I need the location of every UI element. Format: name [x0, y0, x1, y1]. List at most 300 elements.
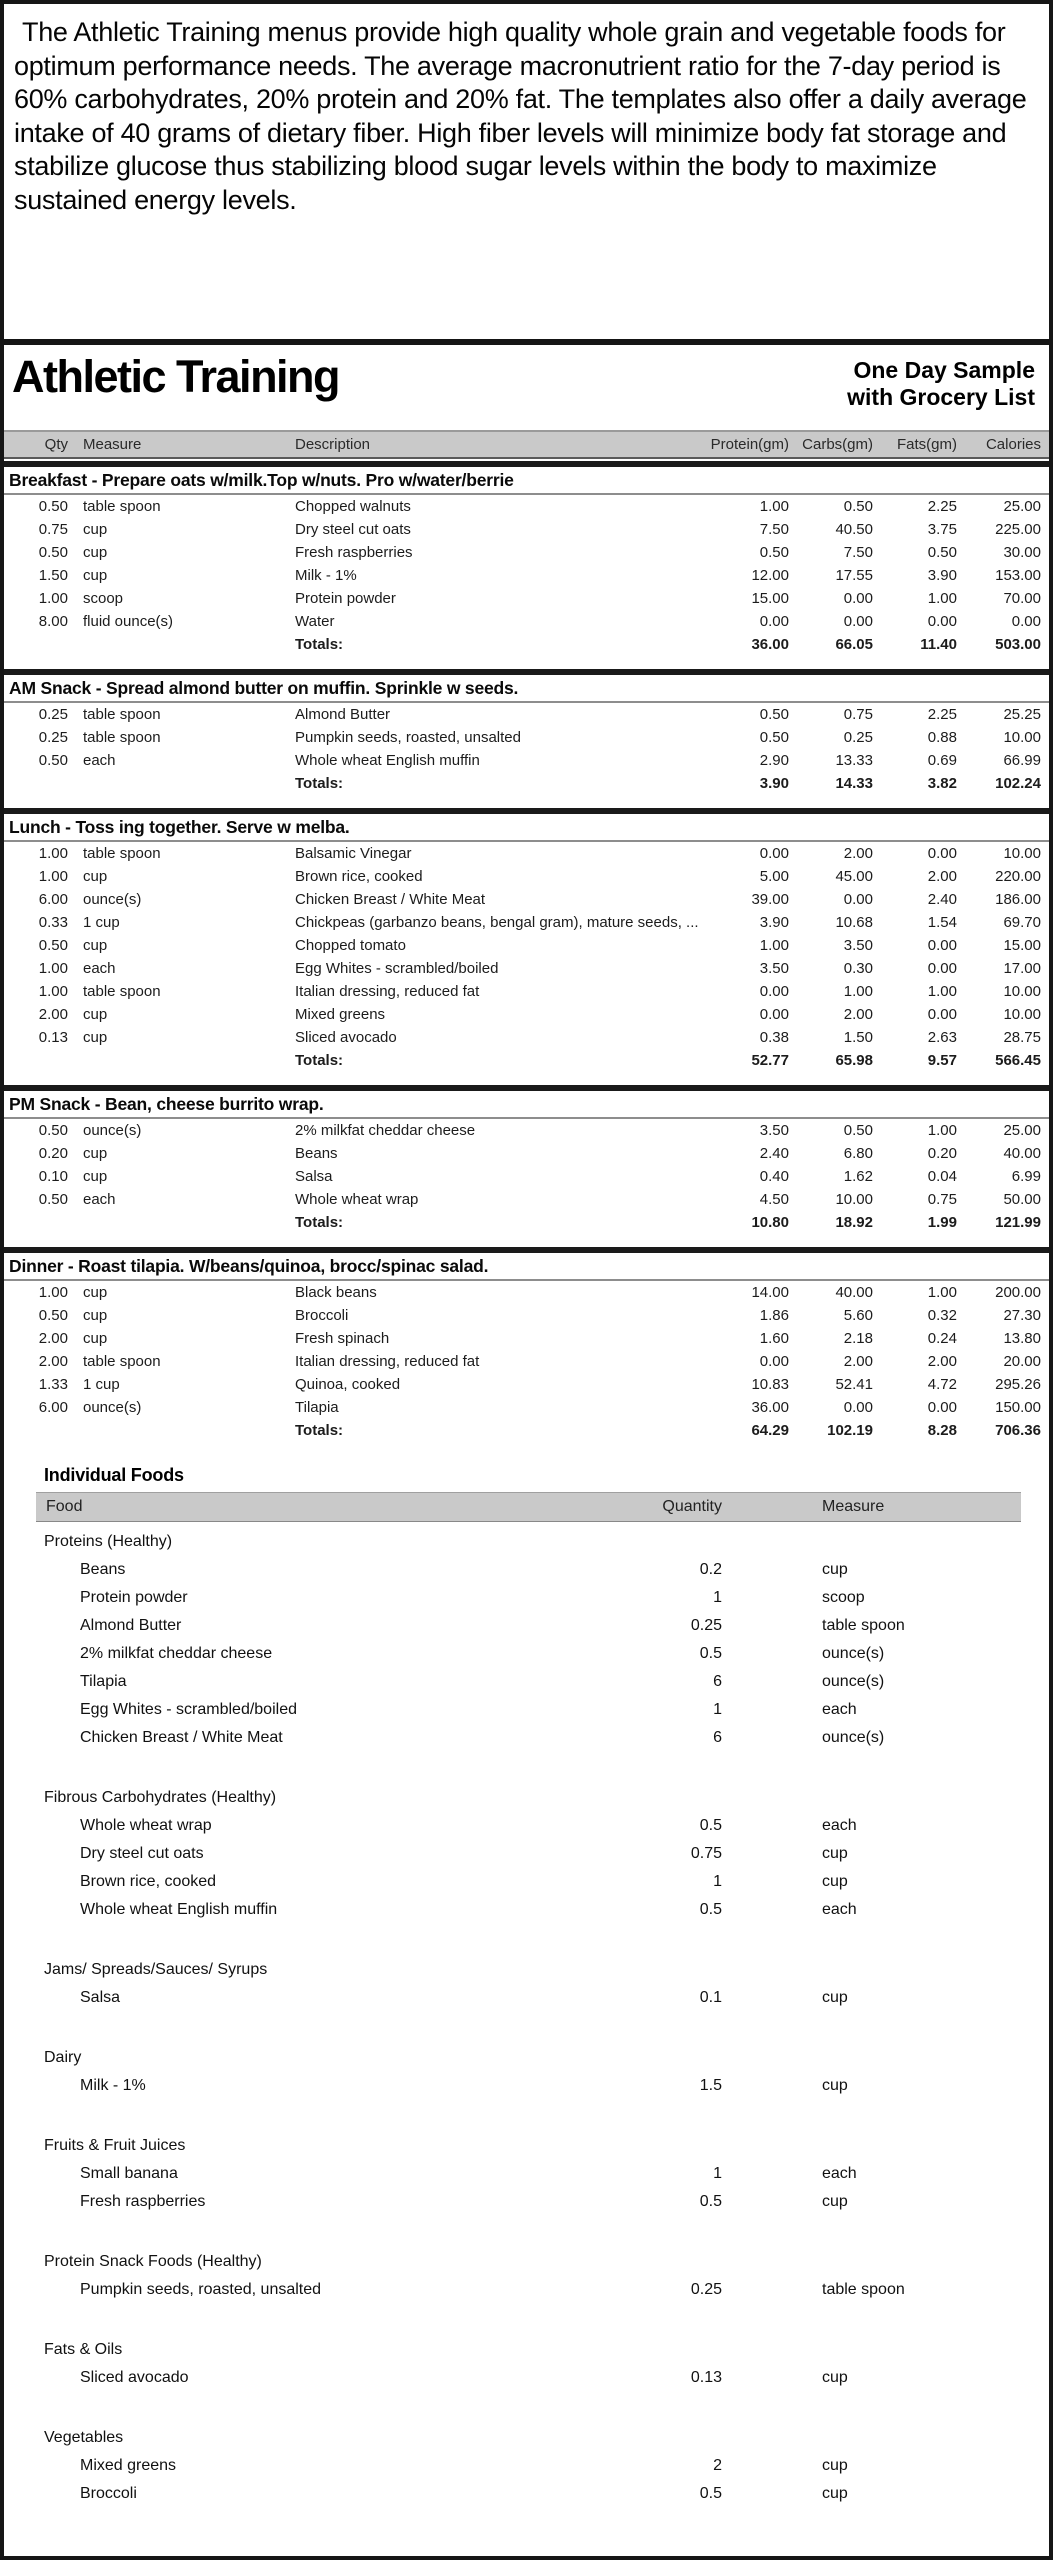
- measure-cell: 1 cup: [83, 1376, 120, 1393]
- meal-row: [4, 1373, 1049, 1396]
- calories-cell: 25.00: [1003, 1122, 1041, 1139]
- meal-section: [4, 669, 1049, 799]
- totals-row: [4, 1211, 1049, 1234]
- calories-cell: 220.00: [995, 868, 1041, 885]
- meal-row: [4, 495, 1049, 518]
- carbs-cell: 13.33: [835, 752, 873, 769]
- calories-cell: 20.00: [1003, 1353, 1041, 1370]
- food-group-name: Vegetables: [44, 2429, 124, 2446]
- totals-label: Totals:: [295, 1422, 344, 1439]
- food-cell: Almond Butter: [80, 1617, 182, 1634]
- fats-cell: 3.75: [927, 521, 957, 538]
- calories-total-cell: 503.00: [995, 636, 1041, 653]
- carbs-cell: 45.00: [835, 868, 873, 885]
- description-cell: Protein powder: [295, 590, 396, 607]
- totals-row: [4, 633, 1049, 656]
- fats-cell: 0.00: [927, 960, 957, 977]
- protein-total-cell: 3.90: [759, 775, 789, 792]
- qty-cell: [4, 772, 68, 795]
- qty-cell: [4, 1419, 68, 1442]
- protein-cell: 0.00: [759, 613, 789, 630]
- qty-cell: 2.00: [38, 1006, 68, 1023]
- description-cell: Whole wheat wrap: [295, 1191, 419, 1208]
- protein-cell: 1.00: [759, 937, 789, 954]
- description-cell: Italian dressing, reduced fat: [295, 983, 480, 1000]
- fats-cell: 2.25: [927, 498, 957, 515]
- description-cell: Italian dressing, reduced fat: [295, 1353, 480, 1370]
- meal-row: [4, 1165, 1049, 1188]
- fats-total-cell: 1.99: [927, 1214, 957, 1231]
- qty-cell: 0.50: [38, 1191, 68, 1208]
- protein-cell: 14.00: [751, 1284, 789, 1301]
- meal-row: [4, 1142, 1049, 1165]
- page-subtitle: [847, 353, 1035, 411]
- food-item-row: [36, 1696, 1021, 1724]
- fats-cell: 0.00: [927, 1006, 957, 1023]
- page-title: Athletic Training: [12, 351, 340, 402]
- measure-cell: ounce(s): [822, 1729, 885, 1746]
- measure-cell: [68, 633, 283, 656]
- quantity-cell: 2: [713, 2457, 722, 2474]
- carbs-total-cell: 14.33: [835, 775, 873, 792]
- carbs-cell: 2.00: [843, 1006, 873, 1023]
- qty-cell: 0.25: [38, 706, 68, 723]
- meal-heading: Breakfast - Prepare oats w/milk.Top w/nuts. Pro w/water/berrie: [4, 461, 1049, 495]
- column-header-carbs: Carbs(gm): [802, 436, 873, 453]
- measure-cell: table spoon: [83, 845, 161, 862]
- calories-cell: 295.26: [995, 1376, 1041, 1393]
- carbs-total-cell: 18.92: [835, 1214, 873, 1231]
- calories-cell: 30.00: [1003, 544, 1041, 561]
- quantity-cell: 0.1: [699, 1989, 722, 2006]
- individual-foods-title: Individual Foods: [44, 1465, 184, 1485]
- description-cell: Egg Whites - scrambled/boiled: [295, 960, 499, 977]
- food-group: [36, 2424, 1021, 2508]
- calories-cell: 40.00: [1003, 1145, 1041, 1162]
- measure-cell: cup: [83, 1284, 108, 1301]
- fats-cell: 2.00: [927, 868, 957, 885]
- measure-cell: ounce(s): [83, 1122, 142, 1139]
- calories-cell: 153.00: [995, 567, 1041, 584]
- description-cell: Fresh spinach: [295, 1330, 390, 1347]
- food-item-row: [36, 1556, 1021, 1584]
- qty-cell: 0.10: [38, 1168, 68, 1185]
- quantity-cell: 0.5: [699, 1901, 722, 1918]
- fats-cell: 0.20: [927, 1145, 957, 1162]
- measure-cell: table spoon: [83, 729, 161, 746]
- measure-cell: cup: [83, 937, 108, 954]
- calories-cell: 0.00: [1011, 613, 1041, 630]
- meal-row: [4, 934, 1049, 957]
- food-group: [36, 2336, 1021, 2392]
- fats-total-cell: 9.57: [927, 1052, 957, 1069]
- description-cell: Salsa: [295, 1168, 333, 1185]
- protein-cell: 0.50: [759, 706, 789, 723]
- column-header-food: Food: [46, 1498, 83, 1515]
- fats-cell: 0.00: [927, 845, 957, 862]
- measure-cell: fluid ounce(s): [83, 613, 174, 630]
- fats-cell: 3.90: [927, 567, 957, 584]
- calories-cell: 66.99: [1003, 752, 1041, 769]
- food-item-row: [36, 1840, 1021, 1868]
- protein-cell: 39.00: [751, 891, 789, 908]
- description-cell: Tilapia: [295, 1399, 339, 1416]
- totals-label: Totals:: [295, 1214, 344, 1231]
- calories-total-cell: 566.45: [995, 1052, 1041, 1069]
- calories-cell: 225.00: [995, 521, 1041, 538]
- description-cell: Mixed greens: [295, 1006, 386, 1023]
- calories-cell: 200.00: [995, 1284, 1041, 1301]
- food-group-name: Proteins (Healthy): [44, 1533, 173, 1550]
- column-header-description: Description: [295, 436, 371, 453]
- fats-total-cell: 11.40: [920, 636, 957, 653]
- protein-cell: 0.00: [759, 845, 789, 862]
- description-cell: Fresh raspberries: [295, 544, 413, 561]
- protein-cell: 7.50: [759, 521, 789, 538]
- protein-cell: 0.00: [759, 983, 789, 1000]
- measure-cell: [68, 772, 283, 795]
- measure-cell: cup: [83, 521, 108, 538]
- measure-cell: cup: [822, 2077, 848, 2094]
- food-item-row: [36, 1612, 1021, 1640]
- fats-cell: 0.88: [927, 729, 957, 746]
- meal-section: [4, 1085, 1049, 1238]
- food-cell: Milk - 1%: [80, 2077, 146, 2094]
- food-cell: Mixed greens: [80, 2457, 177, 2474]
- meal-row: [4, 911, 1049, 934]
- calories-cell: 10.00: [1003, 983, 1041, 1000]
- calories-cell: 27.30: [1003, 1307, 1041, 1324]
- column-header-qty: Qty: [44, 436, 68, 453]
- measure-cell: table spoon: [83, 706, 161, 723]
- food-cell: Tilapia: [80, 1673, 127, 1690]
- meal-section: [4, 808, 1049, 1076]
- calories-cell: 28.75: [1003, 1029, 1041, 1046]
- qty-cell: 0.50: [38, 752, 68, 769]
- carbs-cell: 7.50: [843, 544, 873, 561]
- food-item-row: [36, 1584, 1021, 1612]
- measure-cell: ounce(s): [822, 1645, 885, 1662]
- food-item-row: [36, 1868, 1021, 1896]
- meal-heading: Lunch - Toss ing together. Serve w melba.: [4, 808, 1049, 842]
- qty-cell: 1.00: [38, 590, 68, 607]
- food-group-name: Jams/ Spreads/Sauces/ Syrups: [44, 1961, 268, 1978]
- measure-cell: each: [83, 960, 116, 977]
- qty-cell: 1.00: [38, 983, 68, 1000]
- measure-cell: cup: [822, 1873, 848, 1890]
- meal-section: [4, 1247, 1049, 1446]
- meal-section: [4, 461, 1049, 660]
- meal-row: [4, 541, 1049, 564]
- quantity-cell: 1.5: [699, 2077, 722, 2094]
- fats-cell: 2.63: [927, 1029, 957, 1046]
- protein-total-cell: 64.29: [751, 1422, 789, 1439]
- protein-cell: 10.83: [751, 1376, 789, 1393]
- qty-cell: 8.00: [38, 613, 68, 630]
- food-cell: 2% milkfat cheddar cheese: [80, 1645, 273, 1662]
- protein-cell: 1.60: [759, 1330, 789, 1347]
- calories-cell: 25.00: [1003, 498, 1041, 515]
- document-header: [4, 345, 1049, 430]
- food-item-row: [36, 1812, 1021, 1840]
- qty-cell: 0.25: [38, 729, 68, 746]
- meal-row: [4, 518, 1049, 541]
- fats-cell: 0.75: [927, 1191, 957, 1208]
- food-cell: Salsa: [80, 1989, 121, 2006]
- meal-row: [4, 980, 1049, 1003]
- measure-cell: cup: [822, 2485, 848, 2502]
- protein-cell: 1.86: [759, 1307, 789, 1324]
- food-item-row: [36, 2188, 1021, 2216]
- measure-cell: scoop: [822, 1589, 865, 1606]
- measure-cell: cup: [822, 1845, 848, 1862]
- food-cell: Beans: [80, 1561, 126, 1578]
- carbs-cell: 2.00: [843, 1353, 873, 1370]
- protein-total-cell: 10.80: [751, 1214, 789, 1231]
- carbs-cell: 1.62: [843, 1168, 873, 1185]
- food-cell: Broccoli: [80, 2485, 137, 2502]
- measure-cell: each: [822, 1817, 857, 1834]
- carbs-total-cell: 102.19: [827, 1422, 873, 1439]
- description-cell: Water: [295, 613, 335, 630]
- quantity-cell: 1: [713, 2165, 722, 2182]
- qty-cell: 0.33: [38, 914, 68, 931]
- measure-cell: cup: [83, 1168, 108, 1185]
- qty-cell: 0.50: [38, 1122, 68, 1139]
- carbs-cell: 10.00: [835, 1191, 873, 1208]
- protein-cell: 15.00: [751, 590, 789, 607]
- qty-cell: 6.00: [38, 891, 68, 908]
- fats-cell: 0.50: [927, 544, 957, 561]
- totals-label: Totals:: [295, 775, 344, 792]
- quantity-cell: 1: [713, 1589, 722, 1606]
- meal-row: [4, 587, 1049, 610]
- qty-cell: 2.00: [38, 1330, 68, 1347]
- food-group-name: Fruits & Fruit Juices: [44, 2137, 186, 2154]
- totals-label: Totals:: [295, 636, 344, 653]
- quantity-cell: 0.75: [690, 1845, 722, 1862]
- food-cell: Whole wheat wrap: [80, 1817, 212, 1834]
- meal-row: [4, 1350, 1049, 1373]
- qty-cell: 1.00: [38, 960, 68, 977]
- measure-cell: cup: [83, 868, 108, 885]
- qty-cell: 0.50: [38, 937, 68, 954]
- protein-cell: 0.50: [759, 544, 789, 561]
- protein-cell: 0.00: [759, 1006, 789, 1023]
- calories-cell: 25.25: [1003, 706, 1041, 723]
- qty-cell: 6.00: [38, 1399, 68, 1416]
- fats-cell: 2.00: [927, 1353, 957, 1370]
- protein-cell: 3.90: [759, 914, 789, 931]
- measure-cell: cup: [822, 2369, 848, 2386]
- qty-cell: [4, 1211, 68, 1234]
- description-cell: Sliced avocado: [295, 1029, 397, 1046]
- food-group: [36, 1784, 1021, 1924]
- quantity-cell: 0.5: [699, 2485, 722, 2502]
- measure-cell: table spoon: [83, 983, 161, 1000]
- carbs-cell: 0.75: [843, 706, 873, 723]
- qty-cell: 1.50: [38, 567, 68, 584]
- carbs-cell: 0.00: [843, 590, 873, 607]
- description-cell: Brown rice, cooked: [295, 868, 423, 885]
- measure-cell: each: [822, 2165, 857, 2182]
- description-cell: 2% milkfat cheddar cheese: [295, 1122, 476, 1139]
- protein-cell: 1.00: [759, 498, 789, 515]
- measure-cell: ounce(s): [83, 1399, 142, 1416]
- description-cell: Pumpkin seeds, roasted, unsalted: [295, 729, 521, 746]
- protein-cell: 0.00: [759, 1353, 789, 1370]
- fats-cell: 0.24: [927, 1330, 957, 1347]
- food-item-row: [36, 2072, 1021, 2100]
- measure-cell: [68, 1419, 283, 1442]
- food-item-row: [36, 2480, 1021, 2508]
- meal-row: [4, 1119, 1049, 1142]
- protein-cell: 5.00: [759, 868, 789, 885]
- meal-row: [4, 1281, 1049, 1304]
- protein-cell: 12.00: [751, 567, 789, 584]
- description-cell: Whole wheat English muffin: [295, 752, 480, 769]
- quantity-cell: 1: [713, 1701, 722, 1718]
- calories-cell: 70.00: [1003, 590, 1041, 607]
- food-cell: Brown rice, cooked: [80, 1873, 217, 1890]
- carbs-cell: 0.25: [843, 729, 873, 746]
- measure-cell: cup: [822, 2457, 848, 2474]
- description-cell: Quinoa, cooked: [295, 1376, 401, 1393]
- food-group-name: Fibrous Carbohydrates (Healthy): [44, 1789, 277, 1806]
- totals-row: [4, 1049, 1049, 1072]
- calories-cell: 150.00: [995, 1399, 1041, 1416]
- food-cell: Protein powder: [80, 1589, 188, 1606]
- qty-cell: 1.00: [38, 1284, 68, 1301]
- column-header-measure: Measure: [83, 436, 142, 453]
- calories-cell: 50.00: [1003, 1191, 1041, 1208]
- fats-cell: 0.00: [927, 1399, 957, 1416]
- totals-label: Totals:: [295, 1052, 344, 1069]
- meal-row: [4, 888, 1049, 911]
- carbs-cell: 3.50: [843, 937, 873, 954]
- food-cell: Pumpkin seeds, roasted, unsalted: [80, 2281, 322, 2298]
- qty-cell: 2.00: [38, 1353, 68, 1370]
- carbs-cell: 0.50: [843, 1122, 873, 1139]
- carbs-cell: 1.00: [843, 983, 873, 1000]
- measure-cell: table spoon: [83, 1353, 161, 1370]
- qty-cell: 0.75: [38, 521, 68, 538]
- fats-cell: 2.40: [927, 891, 957, 908]
- carbs-cell: 0.50: [843, 498, 873, 515]
- carbs-cell: 17.55: [835, 567, 873, 584]
- food-group: [36, 2132, 1021, 2216]
- calories-cell: 10.00: [1003, 729, 1041, 746]
- meal-table: [4, 430, 1049, 1446]
- carbs-cell: 1.50: [843, 1029, 873, 1046]
- food-group-name: Dairy: [44, 2049, 82, 2066]
- food-item-row: [36, 2452, 1021, 2480]
- carbs-total-cell: 66.05: [835, 636, 873, 653]
- meal-row: [4, 957, 1049, 980]
- calories-cell: 69.70: [1003, 914, 1041, 931]
- description-cell: Balsamic Vinegar: [295, 845, 412, 862]
- meal-row: [4, 703, 1049, 726]
- quantity-cell: 6: [713, 1673, 722, 1690]
- meal-row: [4, 842, 1049, 865]
- meal-row: [4, 1188, 1049, 1211]
- meal-table-column-header: [4, 430, 1049, 459]
- measure-cell: ounce(s): [83, 891, 142, 908]
- protein-cell: 4.50: [759, 1191, 789, 1208]
- description-cell: Milk - 1%: [295, 567, 357, 584]
- measure-cell: table spoon: [83, 498, 161, 515]
- food-group: [36, 1956, 1021, 2012]
- qty-cell: 0.20: [38, 1145, 68, 1162]
- food-item-row: [36, 1896, 1021, 1924]
- carbs-total-cell: 65.98: [835, 1052, 873, 1069]
- calories-cell: 13.80: [1003, 1330, 1041, 1347]
- fats-cell: 4.72: [927, 1376, 957, 1393]
- description-cell: Beans: [295, 1145, 338, 1162]
- description-cell: Black beans: [295, 1284, 377, 1301]
- quantity-cell: 0.5: [699, 1645, 722, 1662]
- meal-heading: Dinner - Roast tilapia. W/beans/quinoa, brocc/spinac salad.: [4, 1247, 1049, 1281]
- meal-row: [4, 1327, 1049, 1350]
- fats-cell: 1.00: [927, 983, 957, 1000]
- measure-cell: ounce(s): [822, 1673, 885, 1690]
- carbs-cell: 0.00: [843, 1399, 873, 1416]
- description-cell: Chicken Breast / White Meat: [295, 891, 486, 908]
- meal-row: [4, 726, 1049, 749]
- measure-cell: cup: [822, 2193, 848, 2210]
- measure-cell: cup: [83, 1330, 108, 1347]
- food-cell: Fresh raspberries: [80, 2193, 206, 2210]
- meal-row: [4, 1026, 1049, 1049]
- fats-cell: 0.00: [927, 937, 957, 954]
- quantity-cell: 0.2: [699, 1561, 722, 1578]
- fats-cell: 1.00: [927, 590, 957, 607]
- calories-cell: 10.00: [1003, 1006, 1041, 1023]
- protein-cell: 2.40: [759, 1145, 789, 1162]
- measure-cell: each: [822, 1901, 857, 1918]
- protein-cell: 0.50: [759, 729, 789, 746]
- fats-total-cell: 3.82: [927, 775, 957, 792]
- meal-heading: PM Snack - Bean, cheese burrito wrap.: [4, 1085, 1049, 1119]
- description-cell: Dry steel cut oats: [295, 521, 411, 538]
- page-subtitle-line2: with Grocery List: [847, 384, 1035, 410]
- food-item-row: [36, 2364, 1021, 2392]
- calories-cell: 17.00: [1003, 960, 1041, 977]
- protein-cell: 0.38: [759, 1029, 789, 1046]
- food-cell: Dry steel cut oats: [80, 1845, 204, 1862]
- meal-row: [4, 564, 1049, 587]
- meal-row: [4, 749, 1049, 772]
- protein-total-cell: 36.00: [751, 636, 789, 653]
- quantity-cell: 0.25: [690, 2281, 722, 2298]
- qty-cell: 1.00: [38, 845, 68, 862]
- carbs-cell: 0.00: [843, 891, 873, 908]
- quantity-cell: 0.5: [699, 2193, 722, 2210]
- measure-cell: each: [822, 1701, 857, 1718]
- food-item-row: [36, 2276, 1021, 2304]
- totals-row: [4, 772, 1049, 795]
- column-header-protein: Protein(gm): [710, 436, 789, 453]
- meal-row: [4, 1304, 1049, 1327]
- page-subtitle-line1: One Day Sample: [853, 357, 1035, 383]
- quantity-cell: 6: [713, 1729, 722, 1746]
- qty-cell: 0.13: [38, 1029, 68, 1046]
- description-cell: Chickpeas (garbanzo beans, bengal gram), mature seeds, ...: [295, 914, 699, 931]
- protein-total-cell: 52.77: [751, 1052, 789, 1069]
- qty-cell: 1.00: [38, 868, 68, 885]
- calories-total-cell: 121.99: [995, 1214, 1041, 1231]
- totals-row: [4, 1419, 1049, 1442]
